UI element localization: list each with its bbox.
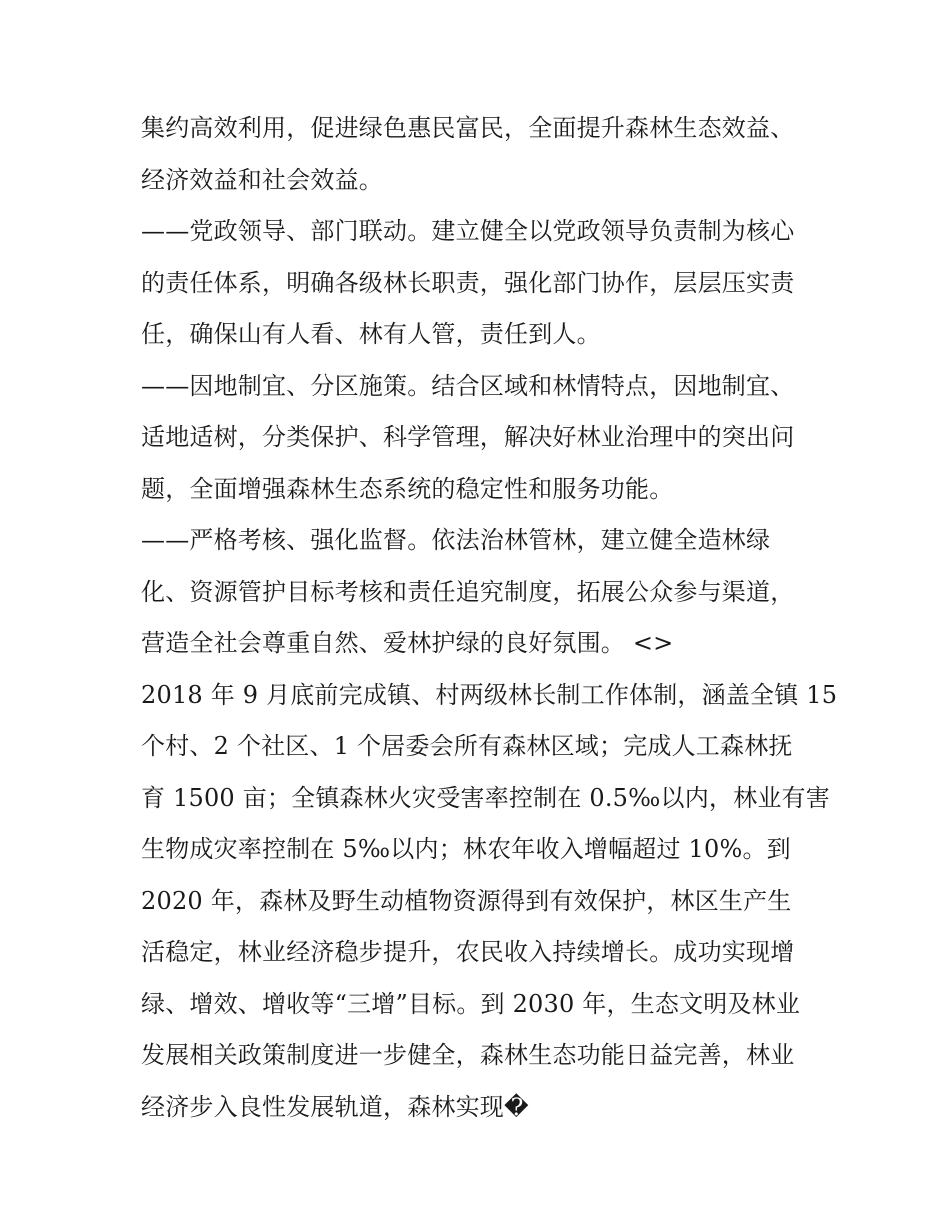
text-line: 育 1500 亩；全镇森林火灾受害率控制在 0.5‰以内，林业有害 [141,783,830,812]
text-line: 的责任体系，明确各级林长职责，强化部门协作，层层压实责 [141,268,795,297]
text-line: 活稳定，林业经济稳步提升，农民收入持续增长。成功实现增 [141,938,795,966]
text-line: ——因地制宜、分区施策。结合区域和林情特点，因地制宜、 [141,371,795,400]
text-line: 营造全社会尊重自然、爱林护绿的良好氛围。 <> [141,629,674,657]
text-line: 2018 年 9 月底前完成镇、村两级林长制工作体制，涵盖全镇 15 [141,680,838,709]
text-line: 绿、增效、增收等“三增”目标。到 2030 年，生态文明及林业 [141,989,801,1018]
text-line: 任，确保山有人看、林有人管，责任到人。 [141,320,601,348]
text-line: 化、资源管护目标考核和责任追究制度，拓展公众参与渠道， [141,577,795,606]
text-line: 经济效益和社会效益。 [141,165,383,194]
body-text [141,103,838,1133]
text-line: 适地适树，分类保护、科学管理，解决好林业治理中的突出问 [141,423,795,451]
text-line: ——党政领导、部门联动。建立健全以党政领导负责制为核心 [141,217,795,245]
text-line: 发展相关政策制度进一步健全，森林生态功能日益完善，林业 [141,1041,795,1069]
text-line: 个村、2 个社区、1 个居委会所有森林区域；完成人工森林抚 [141,732,793,760]
text-line: 2020 年，森林及野生动植物资源得到有效保护，林区生产生 [141,886,792,915]
text-line: 集约高效利用，促进绿色惠民富民，全面提升森林生态效益、 [141,114,795,142]
text-line: 经济步入良性发展轨道，森林实现� [141,1092,529,1121]
text-line: 题，全面增强森林生态系统的稳定性和服务功能。 [141,474,674,503]
text-line: ——严格考核、强化监督。依法治林管林，建立健全造林绿 [141,526,771,554]
text-line: 生物成灾率控制在 5‰以内；林农年收入增幅超过 10%。到 [141,835,791,863]
